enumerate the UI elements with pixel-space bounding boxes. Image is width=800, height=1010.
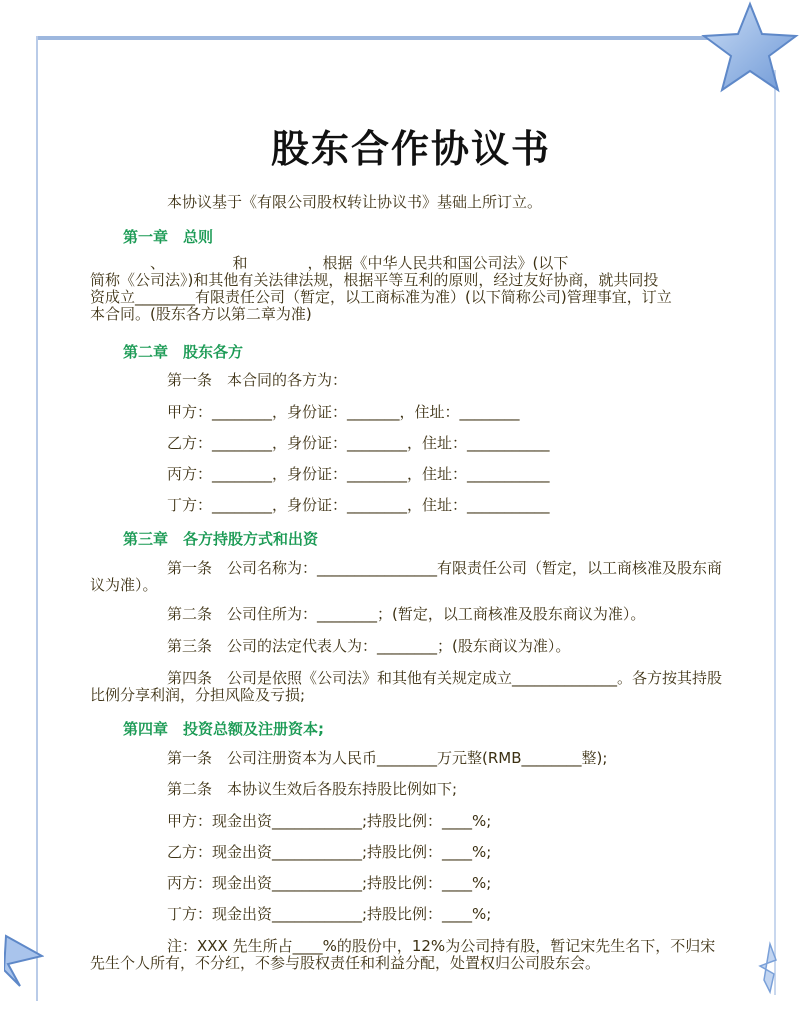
share-a-line: 甲方：现金出资____________;持股比例：____%; xyxy=(167,812,492,830)
chapter-3-heading: 第三章 各方持股方式和出资 xyxy=(123,530,319,548)
chapter-2-article-1: 第一条 本合同的各方为： xyxy=(167,371,348,389)
chapter-3-article-3: 第三条 公司的法定代表人为：________；(股东商议为准）。 xyxy=(167,637,571,655)
chapter-2-heading: 第二章 股东各方 xyxy=(123,343,244,361)
intro-paragraph: 本协议基于《有限公司股权转让协议书》基础上所订立。 xyxy=(167,193,543,211)
chapter-3-article-4-line-1: 第四条 公司是依照《公司法》和其他有关规定成立______________。各方按其持股 xyxy=(167,669,723,687)
document-page xyxy=(46,0,776,1010)
party-b-line: 乙方：________，身份证：________，住址：___________ xyxy=(167,434,550,452)
party-a-line: 甲方：________，身份证：_______，住址：________ xyxy=(167,403,520,421)
page-frame-left xyxy=(36,36,38,1001)
chapter-1-line-1: 、 和 ，根据《中华人民共和国公司法》(以下 xyxy=(90,254,569,272)
party-d-line: 丁方：________，身份证：________，住址：___________ xyxy=(167,496,550,514)
party-c-line: 丙方：________，身份证：________，住址：___________ xyxy=(167,465,550,483)
chapter-4-heading: 第四章 投资总额及注册资本; xyxy=(123,720,324,738)
page-title: 股东合作协议书 xyxy=(270,127,551,171)
star-icon xyxy=(4,930,44,990)
chapter-1-line-2: 简称《公司法》)和其他有关法律法规，根据平等互利的原则，经过友好协商，就共同投 xyxy=(90,271,659,289)
chapter-3-article-1-line-1: 第一条 公司名称为：________________有限责任公司（暂定，以工商核准及股东商 xyxy=(167,559,723,577)
chapter-3-article-4-line-2: 比例分享利润，分担风险及亏损; xyxy=(90,686,306,704)
share-c-line: 丙方：现金出资____________;持股比例：____%; xyxy=(167,874,492,892)
note-line-2: 先生个人所有，不分红，不参与股权责任和利益分配，处置权归公司股东会。 xyxy=(90,954,601,972)
chapter-4-article-2: 第二条 本协议生效后各股东持股比例如下; xyxy=(167,780,458,798)
chapter-3-article-2: 第二条 公司住所为：________；(暂定，以工商核准及股东商议为准）。 xyxy=(167,605,646,623)
share-d-line: 丁方：现金出资____________;持股比例：____%; xyxy=(167,905,492,923)
share-b-line: 乙方：现金出资____________;持股比例：____%; xyxy=(167,843,492,861)
chapter-1-heading: 第一章 总则 xyxy=(123,228,214,246)
note-line-1: 注：XXX 先生所占____%的股份中，12%为公司持有股，暂记宋先生名下，不归宋 xyxy=(167,937,716,955)
chapter-1-line-3: 资成立________有限责任公司（暂定，以工商标准为准）(以下简称公司)管理事宜，订立 xyxy=(90,288,672,306)
chapter-1-line-4: 本合同。(股东各方以第二章为准) xyxy=(90,305,312,323)
chapter-3-article-1-line-2: 议为准）。 xyxy=(90,576,158,594)
chapter-4-article-1: 第一条 公司注册资本为人民币________万元整(RMB________整); xyxy=(167,749,608,767)
